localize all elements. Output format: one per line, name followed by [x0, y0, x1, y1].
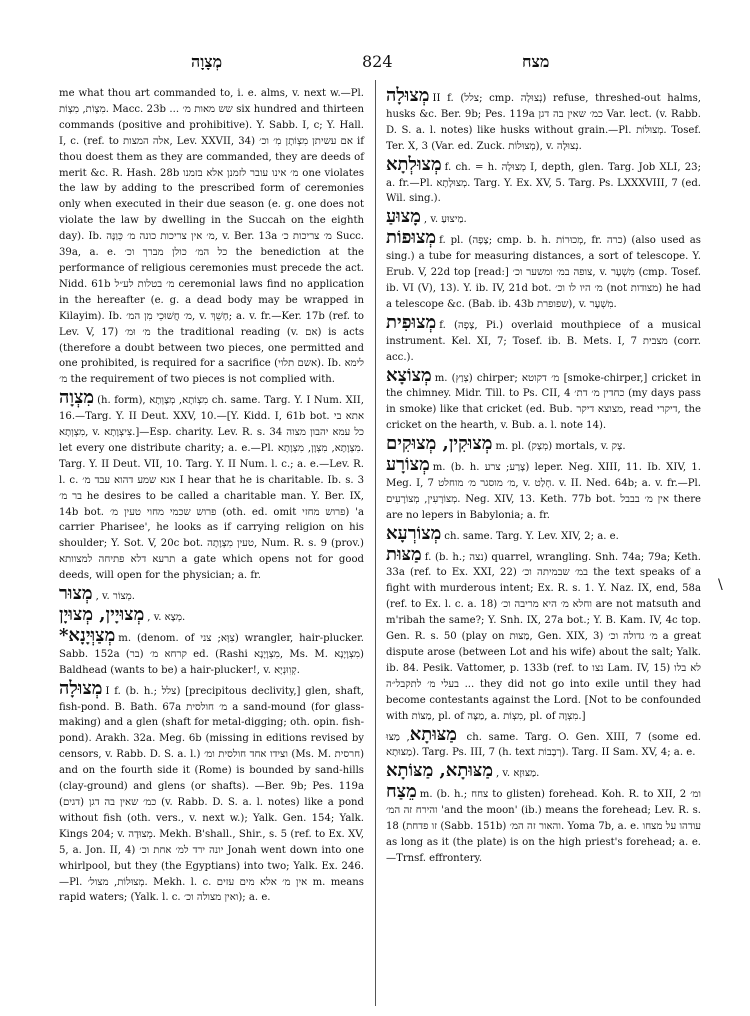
entry-headword: מְצוֹצָא [386, 364, 432, 386]
entry-text: , מַצּוּ ch. same. Targ. O. Gen. XIII, 7 (some ed. מַצּוּתָא). Targ. Ps. III, 7 (h. text רְבָבוֹת). Targ. II Sam. XV, 4; a. e. [386, 731, 702, 759]
entry-text: m. (צְוַץ) chirper; מ׳ דקוטא [smoke-chirper,] cricket in the chimney. Midr. Till. to Ps. CII, 4 כחדין מ׳ דת׳ (my days pass in smoke) like that cricket (ed. Bub. מצוצא דיקר, read דיקרי, the cricket on the hearth, v. Bub. a. l. note 14). [386, 372, 701, 432]
entry-text: , v. מַצּוּזָא. [496, 768, 540, 780]
dictionary-entry [386, 761, 701, 782]
dictionary-entry [386, 155, 701, 208]
entry-headword: מֵצַח [386, 781, 417, 803]
entry-text: , v. מְצוֹר. [95, 591, 135, 603]
dictionary-entry [59, 605, 364, 626]
entry-text: me what thou art commanded to, i. e. alms, v. next w.—Pl. מִצְוֹת, מִצְוֹת. Macc. 23b ... שש מאות מ׳ six hundred and thirteen commands (positive and prohibitive). Y. Sabb. I, c; Y. Hall. I, c. (ref. to אלה המצות, Lev. XXVII, 34) אם עשיתן מִצְוֹתָן מִ׳ וכ׳ if thou doest them as they are commanded, they are deeds of merit &c. R. Hash. 28b מ׳ אינו עובר לזמנן אלא בזמנו one violates the law by adding to the prescribed form of ceremonies only when executed in their due season (e. g. one does not violate the law by dwelling in the Succah on the eighth day). Ib. מ׳ אין צריכות כונה מ׳ כְּוַנָּה, v. Ber. 13a מ׳ צריכות כ׳ Succ. 39a, a. e. כל המ׳ כולן מברך וכ׳ the benediction at the performance of religious ceremonies must precede the act. Nidd. 61b מ׳ בטלות לע״ל ceremonial laws find no application in the hereafter (e. g. a dead body may be wrapped in Kilayim). Ib. מ׳ חֲשׁוּכֵי מִן המ׳, v. חָשֵׁךְ; a. v. fr.—Ker. 17b (ref. to Lev. V, 17) מ׳ וּמ׳ the traditional reading (v. אם) is acts (therefore a doubt between two pieces, one permitted and one prohibited, is required for a sacrifice (אשם תלוי). Ib. לימא מ׳ the requirement of two pieces is not complied with. [59, 88, 365, 386]
dictionary-entry [386, 725, 701, 762]
margin-mark: \ [718, 577, 723, 593]
dictionary-entry [386, 366, 701, 435]
entry-text: m. (b. h. צָרַע; צרע) leper. Neg. XIII, 11. Ib. XIV, 1. Meg. I, 7 מ׳ מוסגר מ׳ מוחלט, v. חָלַט. v. II. Ned. 64b; a. v. fr.—Pl. מְצוֹרָעִין, מְצוֹרָעִים. Neg. XIV, 13. Keth. 77b bot. אין מ׳ בבבל there are no lepers in Babylonia; a. fr. [386, 462, 701, 521]
entry-text: II f. (צלל; cmp. נְצוּלָה) refuse, threshed-out halms, husks &c. Ber. 9b; Pes. 119a כמ׳ שאין בה דגן Var. lect. (v. Rabb. D. S. a. l. notes) like husks without grain.—Pl. מְצוּלוֹת. Tosef. Ter. X, 3 (Var. ed. Zuck. מְצוּלוֹת), v. נְצוּלָה. [386, 93, 702, 152]
dictionary-entry [386, 313, 701, 366]
entry-text: m. (denom. of צִוָּא; צני) wrangler, hair-plucker. Sabb. 152a (בר) קרחא מ׳ ed. (Rashi מִצְוָיָנָא, Ms. M. מִצְוָיָנָא) Baldhead (wants to be) a hair-plucker!, v. קְוִוּנְיָא. [59, 632, 364, 676]
entry-headword: מְצוּלְתָא [386, 153, 442, 175]
dictionary-entry [59, 679, 364, 907]
dictionary-entry [386, 86, 701, 155]
dictionary-entry [59, 584, 364, 605]
entry-text: f. ch. = h. מְצוּלָה I, depth, glen. Targ. Job XLI, 23; a. fr.—Pl. מְצוּלָתָא. Targ. Y. Ex. XV, 5. Targ. Ps. LXXXVIII, 7 (ed. Wil. sing.). [386, 161, 701, 205]
page-number: 824 [362, 52, 393, 71]
entry-text: f. (צָפָה, Pi.) overlaid mouthpiece of a musical instrument. Kel. XI, 7; Tosef. ib. B. Mets. I, 7 מצבית (corr. acc.). [386, 319, 701, 363]
dictionary-entry [59, 86, 364, 388]
entry-text: , v. מַיצוּעַ. [423, 214, 467, 226]
entry-text: (h. form), מִצְוֹתָא, מְצָוְתָא ch. same. Targ. Y. I Num. XII, 16.—Targ. Y. II Deut. XXV, 10.—[Y. Kidd. I, 61b bot. אתא בי מִצְוְתָא, v. צִיצְוָתָא.]—Esp. charity. Lev. R. s. 34 כל עמא יהבון מצוה let every one distribute charity; a. e.—Pl. מִצְוָתָא, מִצְוָן, מִצְוָתָא. Targ. Y. II Deut. VII, 10. Targ. Y. II Num. l. c.; a. e.—Lev. R. l. c. אנא שמע דהוא עבד מ׳ I hear that he is charitable. Ib. s. 3 בר מ׳ he desires to be called a charitable man. Y. Ber. IX, 14b bot. פרוש שכמי מחוי טעין מ׳ (oth. ed. omit פרוש מחזי) 'a carrier Pharisee', he looks as if carrying religion on his shoulder; Y. Sot. V, 20c bot. טעין מִצְוָתָה, Num. R. s. 9 (prov.) תרעא דלא פתיחה למצוותא a gate which opens not for good deeds, will open for the physician; a. fr. [59, 395, 364, 582]
entry-text: ch. same. Targ. Y. Lev. XIV, 2; a. e. [444, 530, 619, 542]
entry-headword: מַצּוּתָא, מַצּוֹתָא [386, 760, 494, 782]
entry-text: , v. מְצָא. [147, 612, 186, 623]
left-column [59, 86, 364, 906]
entry-headword: מְצוּיָין, מְצוּיָן [59, 604, 145, 625]
entry-text: m. pl. (מְצָק) mortals, v. צָק. [495, 441, 626, 453]
dictionary-entry [386, 524, 701, 545]
running-head-left: מְצָוָה [191, 52, 223, 71]
entry-headword: מְצוּפוֹת [386, 227, 437, 249]
dictionary-entry [386, 545, 701, 725]
dictionary-entry [386, 207, 701, 228]
entry-headword: מַצּוּת [386, 543, 422, 565]
dictionary-entry [59, 626, 364, 679]
entry-headword: מָצוּעַ [386, 206, 421, 228]
dictionary-entry [386, 228, 701, 313]
right-column [386, 86, 701, 867]
entry-headword: מְצוֹרָע [386, 454, 430, 476]
entry-headword: מְצוּר [59, 583, 93, 605]
entry-headword: מְצוּלָה [386, 85, 430, 106]
entry-headword: מְצוּפִית [386, 311, 437, 333]
entry-headword: מְצוּקִין, מְצוּקִים [386, 433, 493, 455]
entry-headword: מְצוֹרְעָא [386, 522, 442, 544]
column-divider [375, 80, 376, 1006]
entry-text: I f. (b. h.; צלל) [precipitous declivity,] glen, shaft, fish-pond. B. Bath. 67a מ׳ חולסית a sand-mound (for glass-making) and a glen (shaft for metal-digging; oth. opin. fish-pond). Arakh. 32a. Meg. 6b (missing in editions revised by censors, v. Rabb. D. S. a. l.) וצידו אחד חולסית ומ׳ (Ms. M. חרסית) and on the fourth side it (Rome) is bounded by sand-hills (clay-ground) and glens (or shafts). —Ber. 9b; Pes. 119a (דגים) כמ׳ שאין בה דגן (v. Rabb. D. S. a. l. notes) like a pond without fish (oth. vers., v. next w.); Yalk. Gen. 154; Yalk. Kings 204; v. מְצוּדָה. Mekh. B'shall., Shir., s. 5 (ref. to Ex. XV, 5, a. Jon. II, 4) יונה ירד למ׳ אחת וכ׳ Jonah went down into one whirlpool, but they (the Egyptians) into two; Yalk. Ex. 246.—Pl. מְצוּלוֹת, מצול׳. Mekh. l. c. אין מ׳ אלא מים עזים m. means rapid waters; (Yalk. l. c. ואין מצולה וכ׳); a. e. [59, 685, 365, 904]
entry-headword: מַצּוּתָא [409, 723, 457, 745]
entry-headword: מִצְוָה [59, 387, 95, 409]
dictionary-entry [386, 434, 701, 455]
running-head-right: מצח [522, 52, 550, 71]
entry-text: f. (b. h.; נצה) quarrel, wrangling. Snh. 74a; 79a; Keth. 33a (ref. to Ex. XXI, 22) במ׳ שבמיתה וכ׳ the text speaks of a fight with murderous intent; Ex. R. s. 1. Y. Naz. IX, end, 58a (ref. to Ex. l. c. a. 18) וחלא מ׳ היא מריבה וכ׳ are not matsuth and m'ribah the same?; Y. Snh. IX, 27a bot.; Y. B. Kam. IV, 4c top. Gen. R. s. 50 (play on מַצּוּת, Gen. XIX, 3) מ׳ גדולה וכ׳ a great dispute arose (between Lot and his wife) about the salt; Yalk. ib. 84. Pesik. Vattomer, p. 133b (ref. to נצו Lam. IV, 15) לא בלו ... בעלי מ׳ לתקבל״ה they did not go into exile until they had become contestants against the Lord. [Not to be confounded with מַצּוֹת, pl. of מַצָּה, a. מִצְוֹת, pl. of מִצְוָה.] [386, 551, 702, 722]
dictionary-entry [59, 388, 364, 584]
entry-text: m. (b. h.; צחח to glisten) forehead. Koh. R. to XII, 2 ומ׳ והירח זה המ׳ 'and the moon' (ib.) means the forehead; Lev. R. s. 18 (זו פדחת (Sabb. 151b) והאור זה המ׳. Yoma 7b, a. e. עודהו על מצחו as long as it (the plate) is on the high priest's forehead; a. e.—Trnsf. effrontery. [386, 789, 702, 864]
entry-headword: מְצוּלָה [59, 677, 103, 699]
entry-text: f. pl. (צָפָה; cmp. b. h. מְכוּרוֹת, fr. כרה) (also used as sing.) a tube for measuring distances, a sort of telescope. Y. Erub. V, 22d top [read:] צופה במ׳ ומשער וכ׳, v. מִשְׁעָר (cmp. Tosef. ib. VI (V), 13). Y. ib. IV, 21d bot. מ׳ היו לו וכ׳ (not מצודות) he had a telescope &c. (Bab. ib. 43b שפופרת), v. מִשְׁעָר. [386, 235, 701, 310]
dictionary-entry [386, 455, 701, 524]
entry-headword: *מְצַוְּיָנָא [59, 624, 116, 646]
dictionary-entry [386, 782, 701, 867]
